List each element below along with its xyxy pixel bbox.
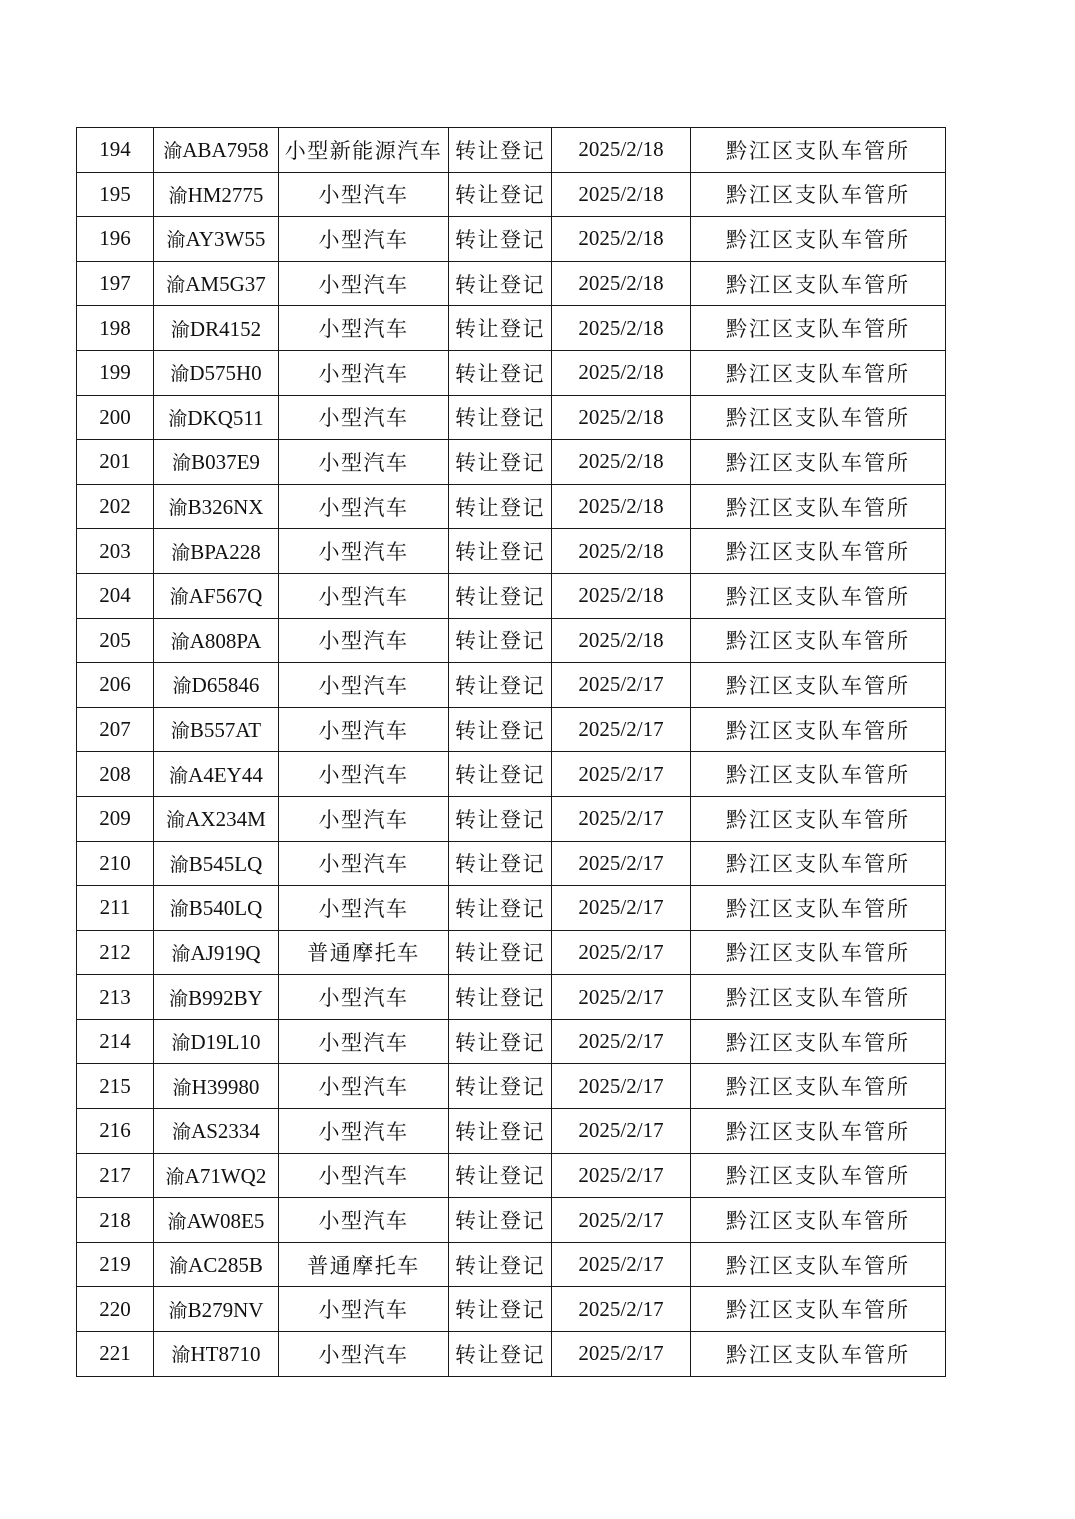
cell-office: 黔江区支队车管所: [691, 395, 946, 440]
plate-province-prefix: 渝: [172, 1076, 192, 1099]
cell-business-type: 转让登记: [449, 484, 552, 529]
table-row: [77, 1287, 946, 1332]
plate-code: D65846: [191, 673, 260, 698]
cell-plate-number: [154, 618, 279, 663]
cell-date: 2025/2/17: [552, 663, 691, 708]
cell-plate-number: [154, 975, 279, 1020]
cell-plate-number: [154, 886, 279, 931]
plate-province-prefix: 渝: [163, 140, 183, 163]
cell-business-type: 转让登记: [449, 1064, 552, 1109]
table-row: [77, 573, 946, 618]
cell-date: 2025/2/18: [552, 529, 691, 574]
cell-date: 2025/2/17: [552, 1109, 691, 1154]
plate-province-prefix: 渝: [169, 586, 189, 609]
plate-province-prefix: 渝: [170, 318, 190, 341]
cell-date: 2025/2/17: [552, 1287, 691, 1332]
cell-vehicle-type: 小型汽车: [279, 1287, 449, 1332]
table-row: [77, 1019, 946, 1064]
cell-office: 黔江区支队车管所: [691, 707, 946, 752]
plate-province-prefix: 渝: [169, 853, 189, 876]
plate-code: B540LQ: [188, 896, 263, 921]
table-row: [77, 1242, 946, 1287]
plate-code: HT8710: [190, 1342, 261, 1367]
cell-serial-number: 204: [77, 573, 154, 618]
cell-office: 黔江区支队车管所: [691, 618, 946, 663]
table-row: [77, 930, 946, 975]
plate-province-prefix: 渝: [171, 942, 191, 965]
table-row: [77, 217, 946, 262]
table-row: [77, 886, 946, 931]
cell-business-type: 转让登记: [449, 395, 552, 440]
cell-date: 2025/2/17: [552, 975, 691, 1020]
cell-date: 2025/2/18: [552, 217, 691, 262]
plate-code: B545LQ: [188, 851, 263, 876]
plate-province-prefix: 渝: [166, 809, 186, 832]
cell-business-type: 转让登记: [449, 841, 552, 886]
cell-date: 2025/2/18: [552, 484, 691, 529]
cell-plate-number: [154, 1064, 279, 1109]
cell-plate-number: [154, 261, 279, 306]
cell-vehicle-type: 小型汽车: [279, 975, 449, 1020]
cell-office: 黔江区支队车管所: [691, 484, 946, 529]
cell-business-type: 转让登记: [449, 172, 552, 217]
table-row: [77, 1109, 946, 1154]
vehicle-transfer-table: [76, 127, 946, 1377]
cell-plate-number: [154, 1019, 279, 1064]
cell-vehicle-type: 小型汽车: [279, 1332, 449, 1377]
cell-plate-number: [154, 752, 279, 797]
cell-plate-number: [154, 663, 279, 708]
plate-code: A71WQ2: [184, 1163, 267, 1188]
plate-code: B279NV: [187, 1297, 264, 1322]
plate-code: AW08E5: [186, 1208, 265, 1233]
cell-vehicle-type: 小型汽车: [279, 707, 449, 752]
cell-vehicle-type: 小型汽车: [279, 261, 449, 306]
cell-date: 2025/2/17: [552, 1198, 691, 1243]
cell-serial-number: 221: [77, 1332, 154, 1377]
table-row: [77, 350, 946, 395]
cell-plate-number: [154, 128, 279, 173]
cell-date: 2025/2/17: [552, 1019, 691, 1064]
cell-business-type: 转让登记: [449, 128, 552, 173]
cell-business-type: 转让登记: [449, 217, 552, 262]
cell-office: 黔江区支队车管所: [691, 1287, 946, 1332]
cell-business-type: 转让登记: [449, 306, 552, 351]
cell-serial-number: 199: [77, 350, 154, 395]
cell-serial-number: 200: [77, 395, 154, 440]
cell-business-type: 转让登记: [449, 886, 552, 931]
cell-serial-number: 194: [77, 128, 154, 173]
cell-office: 黔江区支队车管所: [691, 1242, 946, 1287]
cell-business-type: 转让登记: [449, 1242, 552, 1287]
cell-plate-number: [154, 930, 279, 975]
cell-vehicle-type: 小型汽车: [279, 440, 449, 485]
cell-vehicle-type: 小型汽车: [279, 886, 449, 931]
cell-date: 2025/2/17: [552, 1064, 691, 1109]
plate-province-prefix: 渝: [172, 1121, 192, 1144]
plate-code: AM5G37: [185, 272, 266, 297]
table-row: [77, 440, 946, 485]
cell-vehicle-type: 小型汽车: [279, 217, 449, 262]
cell-business-type: 转让登记: [449, 261, 552, 306]
cell-plate-number: [154, 1287, 279, 1332]
plate-province-prefix: 渝: [169, 1255, 189, 1278]
cell-date: 2025/2/17: [552, 707, 691, 752]
table-row: [77, 529, 946, 574]
plate-province-prefix: 渝: [170, 363, 190, 386]
cell-vehicle-type: 普通摩托车: [279, 1242, 449, 1287]
cell-vehicle-type: 小型汽车: [279, 752, 449, 797]
cell-office: 黔江区支队车管所: [691, 796, 946, 841]
cell-date: 2025/2/17: [552, 752, 691, 797]
cell-business-type: 转让登记: [449, 573, 552, 618]
table-row: [77, 618, 946, 663]
cell-vehicle-type: 小型汽车: [279, 663, 449, 708]
plate-province-prefix: 渝: [168, 184, 188, 207]
plate-code: A808PA: [189, 628, 262, 653]
cell-serial-number: 205: [77, 618, 154, 663]
plate-province-prefix: 渝: [167, 1210, 187, 1233]
cell-serial-number: 202: [77, 484, 154, 529]
cell-date: 2025/2/18: [552, 172, 691, 217]
plate-province-prefix: 渝: [171, 541, 191, 564]
plate-province-prefix: 渝: [169, 764, 189, 787]
cell-office: 黔江区支队车管所: [691, 975, 946, 1020]
cell-date: 2025/2/17: [552, 796, 691, 841]
cell-business-type: 转让登记: [449, 440, 552, 485]
cell-office: 黔江区支队车管所: [691, 1198, 946, 1243]
cell-serial-number: 195: [77, 172, 154, 217]
cell-business-type: 转让登记: [449, 1019, 552, 1064]
cell-vehicle-type: 小型汽车: [279, 484, 449, 529]
cell-plate-number: [154, 350, 279, 395]
cell-serial-number: 212: [77, 930, 154, 975]
table-row: [77, 172, 946, 217]
cell-serial-number: 207: [77, 707, 154, 752]
cell-date: 2025/2/18: [552, 440, 691, 485]
cell-vehicle-type: 小型汽车: [279, 573, 449, 618]
plate-code: AX234M: [185, 807, 266, 832]
table-row: [77, 1332, 946, 1377]
cell-office: 黔江区支队车管所: [691, 306, 946, 351]
plate-province-prefix: 渝: [172, 675, 192, 698]
cell-plate-number: [154, 1198, 279, 1243]
table-row: [77, 306, 946, 351]
cell-serial-number: 214: [77, 1019, 154, 1064]
plate-code: B557AT: [189, 718, 262, 743]
cell-plate-number: [154, 484, 279, 529]
cell-date: 2025/2/17: [552, 1332, 691, 1377]
cell-plate-number: [154, 172, 279, 217]
cell-serial-number: 206: [77, 663, 154, 708]
cell-business-type: 转让登记: [449, 707, 552, 752]
cell-serial-number: 217: [77, 1153, 154, 1198]
plate-province-prefix: 渝: [168, 1299, 188, 1322]
cell-office: 黔江区支队车管所: [691, 529, 946, 574]
cell-date: 2025/2/18: [552, 395, 691, 440]
cell-office: 黔江区支队车管所: [691, 350, 946, 395]
plate-province-prefix: 渝: [166, 229, 186, 252]
plate-province-prefix: 渝: [168, 407, 188, 430]
cell-office: 黔江区支队车管所: [691, 440, 946, 485]
cell-date: 2025/2/18: [552, 573, 691, 618]
table-body: [77, 128, 946, 1377]
cell-business-type: 转让登记: [449, 350, 552, 395]
plate-code: B992BY: [188, 985, 263, 1010]
cell-office: 黔江区支队车管所: [691, 663, 946, 708]
cell-office: 黔江区支队车管所: [691, 930, 946, 975]
cell-business-type: 转让登记: [449, 752, 552, 797]
cell-vehicle-type: 小型汽车: [279, 306, 449, 351]
cell-business-type: 转让登记: [449, 529, 552, 574]
cell-vehicle-type: 小型汽车: [279, 1198, 449, 1243]
cell-office: 黔江区支队车管所: [691, 1109, 946, 1154]
table-row: [77, 395, 946, 440]
cell-vehicle-type: 小型汽车: [279, 172, 449, 217]
cell-office: 黔江区支队车管所: [691, 752, 946, 797]
table-row: [77, 841, 946, 886]
cell-office: 黔江区支队车管所: [691, 573, 946, 618]
cell-plate-number: [154, 1242, 279, 1287]
cell-serial-number: 209: [77, 796, 154, 841]
plate-province-prefix: 渝: [172, 452, 192, 475]
cell-date: 2025/2/17: [552, 1242, 691, 1287]
table-row: [77, 975, 946, 1020]
cell-serial-number: 203: [77, 529, 154, 574]
cell-plate-number: [154, 841, 279, 886]
cell-business-type: 转让登记: [449, 975, 552, 1020]
cell-serial-number: 198: [77, 306, 154, 351]
table-row: [77, 484, 946, 529]
cell-business-type: 转让登记: [449, 1153, 552, 1198]
table-row: [77, 1153, 946, 1198]
cell-plate-number: [154, 573, 279, 618]
cell-business-type: 转让登记: [449, 663, 552, 708]
table-row: [77, 663, 946, 708]
cell-vehicle-type: 小型汽车: [279, 1019, 449, 1064]
cell-vehicle-type: 小型新能源汽车: [279, 128, 449, 173]
plate-province-prefix: 渝: [171, 1032, 191, 1055]
table-row: [77, 707, 946, 752]
cell-date: 2025/2/17: [552, 886, 691, 931]
plate-code: AJ919Q: [190, 940, 261, 965]
cell-vehicle-type: 小型汽车: [279, 529, 449, 574]
cell-date: 2025/2/17: [552, 841, 691, 886]
cell-office: 黔江区支队车管所: [691, 886, 946, 931]
cell-serial-number: 220: [77, 1287, 154, 1332]
cell-vehicle-type: 小型汽车: [279, 1064, 449, 1109]
cell-date: 2025/2/18: [552, 128, 691, 173]
plate-code: H39980: [191, 1074, 260, 1099]
cell-plate-number: [154, 1153, 279, 1198]
cell-office: 黔江区支队车管所: [691, 217, 946, 262]
cell-date: 2025/2/18: [552, 306, 691, 351]
plate-code: AY3W55: [185, 227, 266, 252]
cell-vehicle-type: 小型汽车: [279, 1153, 449, 1198]
cell-serial-number: 197: [77, 261, 154, 306]
cell-date: 2025/2/18: [552, 261, 691, 306]
cell-plate-number: [154, 707, 279, 752]
cell-vehicle-type: 小型汽车: [279, 1109, 449, 1154]
cell-serial-number: 196: [77, 217, 154, 262]
plate-code: D19L10: [190, 1030, 261, 1055]
cell-serial-number: 216: [77, 1109, 154, 1154]
table-row: [77, 752, 946, 797]
cell-date: 2025/2/18: [552, 618, 691, 663]
cell-serial-number: 215: [77, 1064, 154, 1109]
cell-office: 黔江区支队车管所: [691, 261, 946, 306]
cell-office: 黔江区支队车管所: [691, 172, 946, 217]
cell-plate-number: [154, 306, 279, 351]
cell-office: 黔江区支队车管所: [691, 1332, 946, 1377]
cell-plate-number: [154, 440, 279, 485]
cell-serial-number: 208: [77, 752, 154, 797]
cell-vehicle-type: 小型汽车: [279, 350, 449, 395]
cell-plate-number: [154, 1332, 279, 1377]
plate-code: AC285B: [188, 1253, 263, 1278]
plate-province-prefix: 渝: [171, 1344, 191, 1367]
cell-office: 黔江区支队车管所: [691, 1064, 946, 1109]
cell-plate-number: [154, 217, 279, 262]
table-row: [77, 1198, 946, 1243]
plate-province-prefix: 渝: [165, 1165, 185, 1188]
plate-province-prefix: 渝: [166, 274, 186, 297]
cell-date: 2025/2/18: [552, 350, 691, 395]
cell-vehicle-type: 小型汽车: [279, 796, 449, 841]
cell-business-type: 转让登记: [449, 796, 552, 841]
table-row: [77, 261, 946, 306]
plate-code: HM2775: [187, 182, 264, 207]
cell-plate-number: [154, 395, 279, 440]
plate-code: AS2334: [191, 1119, 260, 1144]
table-row: [77, 796, 946, 841]
plate-province-prefix: 渝: [170, 630, 190, 653]
cell-plate-number: [154, 529, 279, 574]
cell-office: 黔江区支队车管所: [691, 841, 946, 886]
cell-serial-number: 201: [77, 440, 154, 485]
plate-code: DR4152: [189, 316, 262, 341]
cell-business-type: 转让登记: [449, 930, 552, 975]
cell-business-type: 转让登记: [449, 1198, 552, 1243]
cell-vehicle-type: 小型汽车: [279, 618, 449, 663]
plate-province-prefix: 渝: [169, 987, 189, 1010]
cell-vehicle-type: 小型汽车: [279, 395, 449, 440]
cell-office: 黔江区支队车管所: [691, 1153, 946, 1198]
cell-date: 2025/2/17: [552, 930, 691, 975]
plate-province-prefix: 渝: [169, 898, 189, 921]
cell-business-type: 转让登记: [449, 1109, 552, 1154]
cell-office: 黔江区支队车管所: [691, 128, 946, 173]
cell-serial-number: 210: [77, 841, 154, 886]
cell-business-type: 转让登记: [449, 618, 552, 663]
cell-office: 黔江区支队车管所: [691, 1019, 946, 1064]
plate-code: DKQ511: [187, 405, 264, 430]
cell-serial-number: 211: [77, 886, 154, 931]
cell-serial-number: 213: [77, 975, 154, 1020]
cell-business-type: 转让登记: [449, 1332, 552, 1377]
plate-code: B326NX: [187, 495, 264, 520]
plate-code: B037E9: [191, 450, 260, 475]
cell-serial-number: 218: [77, 1198, 154, 1243]
cell-business-type: 转让登记: [449, 1287, 552, 1332]
plate-province-prefix: 渝: [170, 720, 190, 743]
plate-code: D575H0: [189, 361, 262, 386]
plate-code: ABA7958: [182, 138, 269, 163]
table-row: [77, 128, 946, 173]
table-row: [77, 1064, 946, 1109]
cell-vehicle-type: 普通摩托车: [279, 930, 449, 975]
plate-code: AF567Q: [188, 584, 263, 609]
plate-code: A4EY44: [188, 762, 263, 787]
cell-vehicle-type: 小型汽车: [279, 841, 449, 886]
cell-date: 2025/2/17: [552, 1153, 691, 1198]
cell-plate-number: [154, 1109, 279, 1154]
plate-province-prefix: 渝: [168, 497, 188, 520]
cell-serial-number: 219: [77, 1242, 154, 1287]
plate-code: BPA228: [190, 539, 261, 564]
cell-plate-number: [154, 796, 279, 841]
